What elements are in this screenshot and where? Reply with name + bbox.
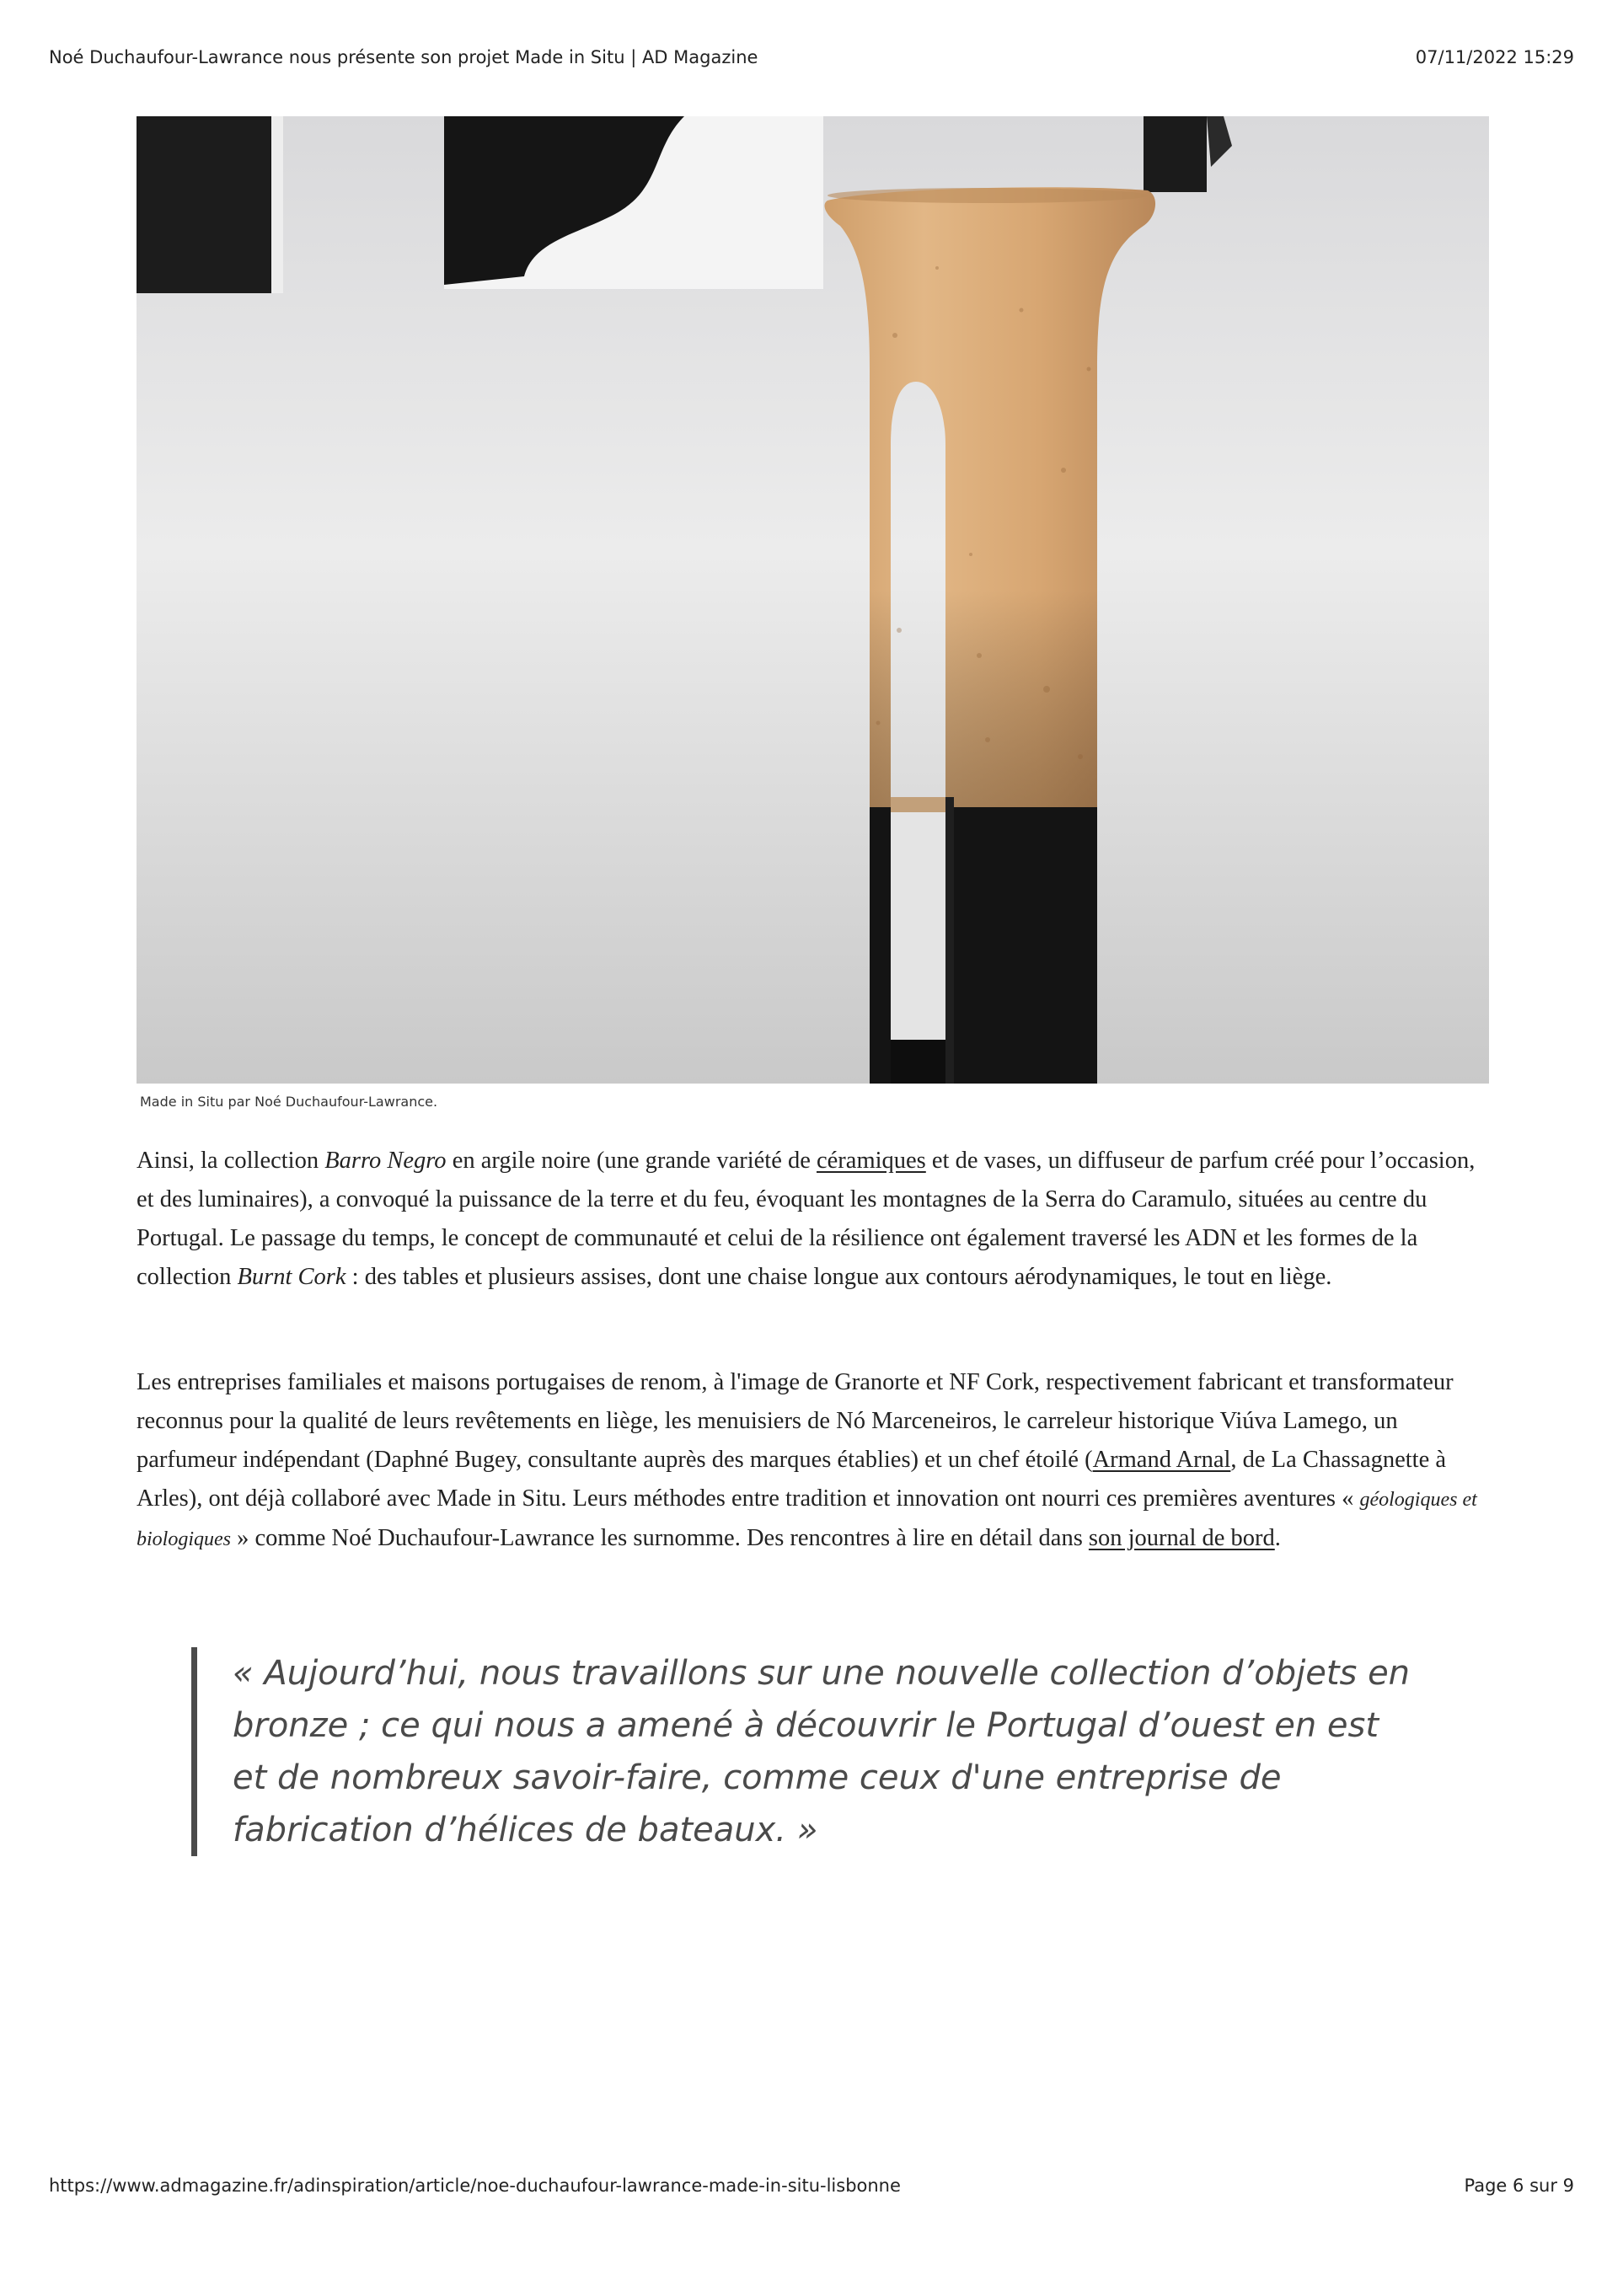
- italic-quote-geologiques: géologiques et biologiques: [137, 1489, 1477, 1550]
- text-run: en argile noire (une grande variété de: [446, 1148, 817, 1174]
- link-journal-de-bord[interactable]: son journal de bord: [1088, 1525, 1275, 1551]
- text-run: Les entreprises familiales et maisons portugaises de renom, à l'image de Granorte et NF Cork, respectivement fabricant et transformateur reconnus pour la qualité de leurs revêtements en liège, les menuisiers de Nó Marceneiros, le carreleur historique Viúva Lamego, un parfumeur indépendant (Daphné Bugey, consultante auprès des marques établies) et un chef étoilé (: [137, 1369, 1454, 1473]
- text-run: Ainsi, la collection: [137, 1148, 325, 1174]
- collection-name-barro-negro: Barro Negro: [324, 1148, 447, 1174]
- document-title: Noé Duchaufour-Lawrance nous présente son projet Made in Situ | AD Magazine: [49, 47, 758, 67]
- text-run: : des tables et plusieurs assises, dont une chaise longue aux contours aérodynamiques, le tout en liège.: [345, 1264, 1332, 1290]
- text-run: .: [1274, 1525, 1281, 1551]
- link-armand-arnal[interactable]: Armand Arnal: [1092, 1447, 1231, 1473]
- print-footer: [49, 2176, 1574, 2196]
- text-run: , de La Chassagnette à Arles), ont déjà collaboré avec Made in Situ. Leurs méthodes entre tradition et innovation ont nourri ces premières aventures «: [137, 1447, 1447, 1512]
- article-paragraph-2: [137, 1363, 1493, 1559]
- collection-name-burnt-cork: Burnt Cork: [237, 1264, 346, 1290]
- hero-photo: [137, 116, 1489, 1084]
- photo-caption: Made in Situ par Noé Duchaufour-Lawrance.: [140, 1094, 438, 1110]
- page-url: https://www.admagazine.fr/adinspiration/article/noe-duchaufour-lawrance-made-in-situ-lisbonne: [49, 2176, 901, 2196]
- print-datetime: 07/11/2022 15:29: [1415, 47, 1574, 67]
- text-run: » comme Noé Duchaufour-Lawrance les surnomme. Des rencontres à lire en détail dans: [231, 1525, 1089, 1551]
- sculpture-photo: [137, 116, 1489, 1084]
- text-run: et de vases, un diffuseur de parfum créé pour l’occasion, et des luminaires), a convoqué la puissance de la terre et du feu, évoquant les montagnes de la Serra do Caramulo, situées au centre du Portugal. Le passage du temps, le concept de communauté et celui de la résilience ont également traversé les ADN et les formes de la collection: [137, 1148, 1476, 1290]
- print-header: [49, 47, 1574, 67]
- pull-quote: « Aujourd’hui, nous travaillons sur une nouvelle collection d’objets en bronze ; ce qui nous a amené à découvrir le Portugal d’ouest en est et de nombreux savoir-faire, comme ceux d'une entreprise de fabrication d’hélices de bateaux. »: [191, 1647, 1422, 1856]
- article-paragraph-1: [137, 1142, 1493, 1297]
- page-number: Page 6 sur 9: [1464, 2176, 1574, 2196]
- link-ceramiques[interactable]: céramiques: [817, 1148, 926, 1174]
